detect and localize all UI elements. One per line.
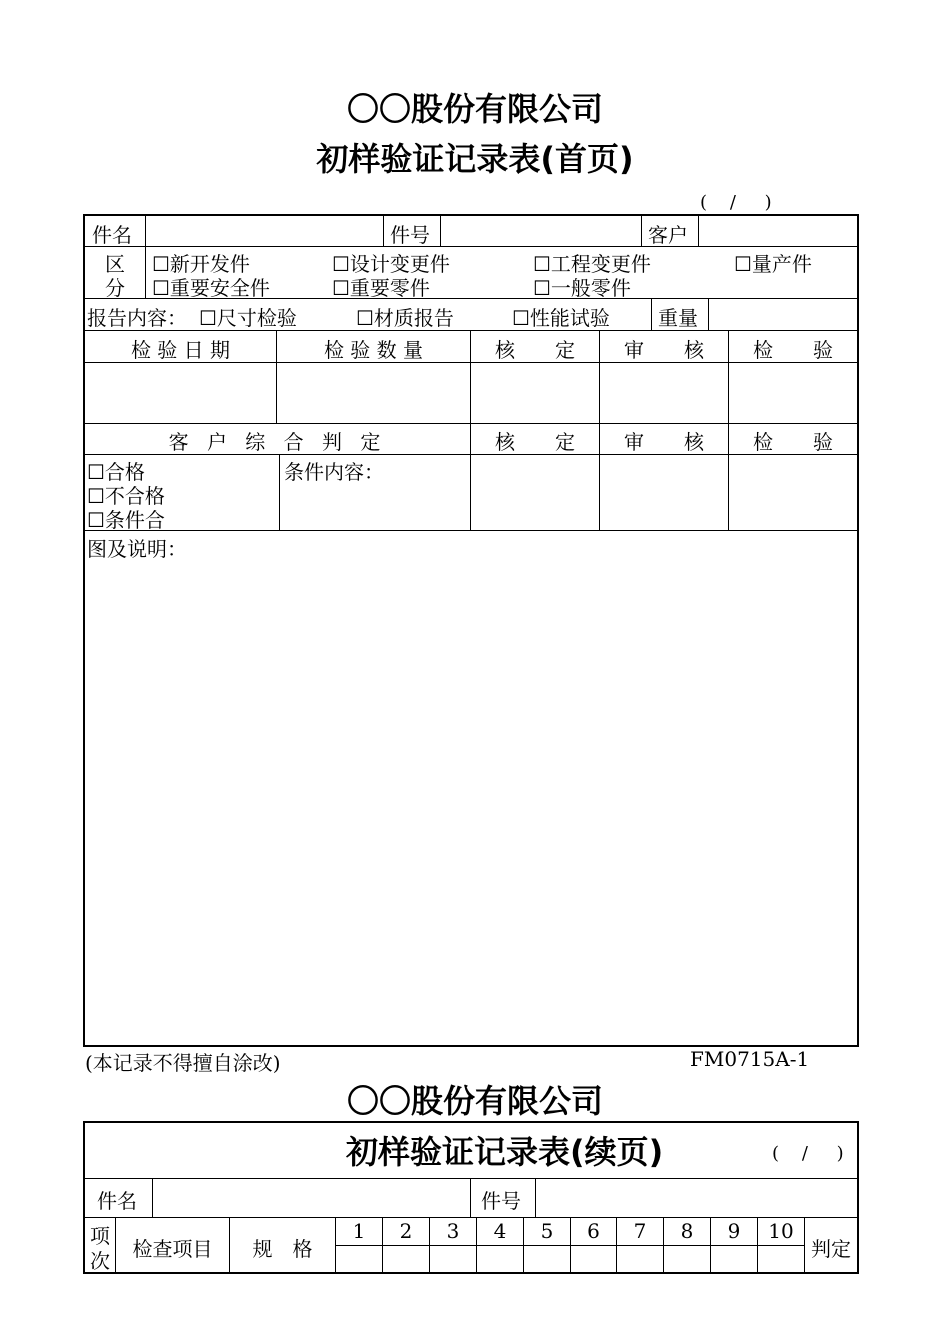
col-divider (145, 246, 146, 298)
col-divider (279, 454, 280, 530)
continuation-part-number-label: 件号 (481, 1189, 521, 1213)
sample-number-9: 9 (727, 1219, 741, 1243)
weight-field[interactable] (710, 300, 856, 328)
spec-header: 规 格 (252, 1237, 313, 1261)
category-option-design-change[interactable]: ☐设计变更件 (332, 252, 450, 276)
approval-header: 核 定 (495, 338, 575, 362)
part-name-label: 件名 (92, 223, 132, 247)
row-divider (84, 246, 858, 247)
col-divider (152, 1178, 153, 1217)
company-name: 〇〇股份有限公司 (346, 90, 603, 128)
inspection-quantity-header: 检 验 数 量 (323, 338, 424, 362)
row-divider (84, 1178, 858, 1179)
customer-judgement-header: 客 户 综 合 判 定 (168, 430, 387, 454)
continuation-part-name-label: 件名 (97, 1189, 137, 1213)
part-number-label: 件号 (390, 223, 430, 247)
judgement-option-conditional[interactable]: ☐条件合 (87, 508, 165, 532)
page-number: ( / ) (700, 192, 772, 213)
review-header: 审 核 (624, 338, 704, 362)
judgement-option-fail[interactable]: ☐不合格 (87, 484, 165, 508)
sample-number-4: 4 (493, 1219, 507, 1243)
customer-field[interactable] (700, 217, 856, 245)
check-item-header: 检查项目 (132, 1237, 213, 1261)
row-divider (84, 423, 858, 424)
continuation-page-number: ( / ) (772, 1143, 844, 1164)
sample-number-2: 2 (399, 1219, 413, 1243)
form-code: FM0715A-1 (690, 1047, 810, 1071)
category-option-mass-production[interactable]: ☐量产件 (734, 252, 812, 276)
sample-number-5: 5 (540, 1219, 554, 1243)
approval-signature-field[interactable] (472, 364, 598, 422)
inspection-header: 检 验 (753, 430, 833, 454)
condition-content-label: 条件内容： (284, 460, 384, 484)
col-divider (470, 1178, 471, 1217)
report-option-performance-test[interactable]: ☐性能试验 (512, 306, 610, 330)
category-label: 分 (105, 276, 125, 300)
sample-number-8: 8 (680, 1219, 694, 1243)
inspection-header: 检 验 (753, 338, 833, 362)
weight-label: 重量 (658, 306, 698, 330)
sample-number-6: 6 (587, 1219, 600, 1243)
inspection-signature-field[interactable] (730, 364, 856, 422)
footer-note: (本记录不得擅自涂改) (85, 1051, 281, 1075)
verdict-header: 判定 (811, 1237, 851, 1261)
category-option-new-development[interactable]: ☐新开发件 (152, 252, 250, 276)
review-signature-field[interactable] (601, 456, 727, 528)
col-divider (145, 215, 146, 246)
judgement-option-pass[interactable]: ☐合格 (87, 460, 145, 484)
report-option-dimension-check[interactable]: ☐尺寸检验 (199, 306, 297, 330)
continuation-part-number-field[interactable] (537, 1180, 856, 1216)
col-divider (708, 298, 709, 330)
approval-header: 核 定 (495, 430, 575, 454)
review-header: 审 核 (624, 430, 704, 454)
notes-area[interactable] (86, 560, 856, 1044)
inspection-quantity-field[interactable] (278, 364, 469, 422)
category-option-general-part[interactable]: ☐一般零件 (533, 276, 631, 300)
col-divider (383, 215, 384, 246)
part-number-field[interactable] (442, 217, 639, 245)
category-label: 区 (105, 252, 125, 276)
customer-label: 客户 (648, 223, 688, 247)
inspection-date-field[interactable] (86, 364, 275, 422)
sample-number-7: 7 (633, 1219, 647, 1243)
col-divider (440, 215, 441, 246)
col-divider (698, 215, 699, 246)
item-number-label: 次 (90, 1249, 110, 1273)
col-divider (651, 298, 652, 330)
company-name: 〇〇股份有限公司 (346, 1082, 603, 1120)
col-divider (535, 1178, 536, 1217)
sample-number-3: 3 (446, 1219, 460, 1243)
sample-number-1: 1 (352, 1219, 366, 1243)
inspection-date-header: 检 验 日 期 (130, 338, 231, 362)
row-divider (84, 530, 858, 531)
category-option-safety-critical[interactable]: ☐重要安全件 (152, 276, 270, 300)
report-content-label: 报告内容： (87, 306, 187, 330)
category-option-important-part[interactable]: ☐重要零件 (332, 276, 430, 300)
item-number-label: 项 (90, 1224, 110, 1248)
continuation-part-name-field[interactable] (154, 1180, 468, 1216)
inspection-signature-field[interactable] (730, 456, 856, 528)
review-signature-field[interactable] (601, 364, 727, 422)
row-divider (84, 1217, 858, 1218)
approval-signature-field[interactable] (472, 456, 598, 528)
report-option-material-report[interactable]: ☐材质报告 (356, 306, 454, 330)
sample-number-10: 10 (768, 1219, 794, 1243)
form-title: 初样验证记录表(首页) (316, 140, 634, 178)
notes-label: 图及说明： (87, 537, 187, 561)
category-option-engineering-change[interactable]: ☐工程变更件 (533, 252, 651, 276)
continuation-form-title: 初样验证记录表(续页) (346, 1133, 664, 1171)
part-name-field[interactable] (147, 217, 381, 245)
col-divider (641, 215, 642, 246)
